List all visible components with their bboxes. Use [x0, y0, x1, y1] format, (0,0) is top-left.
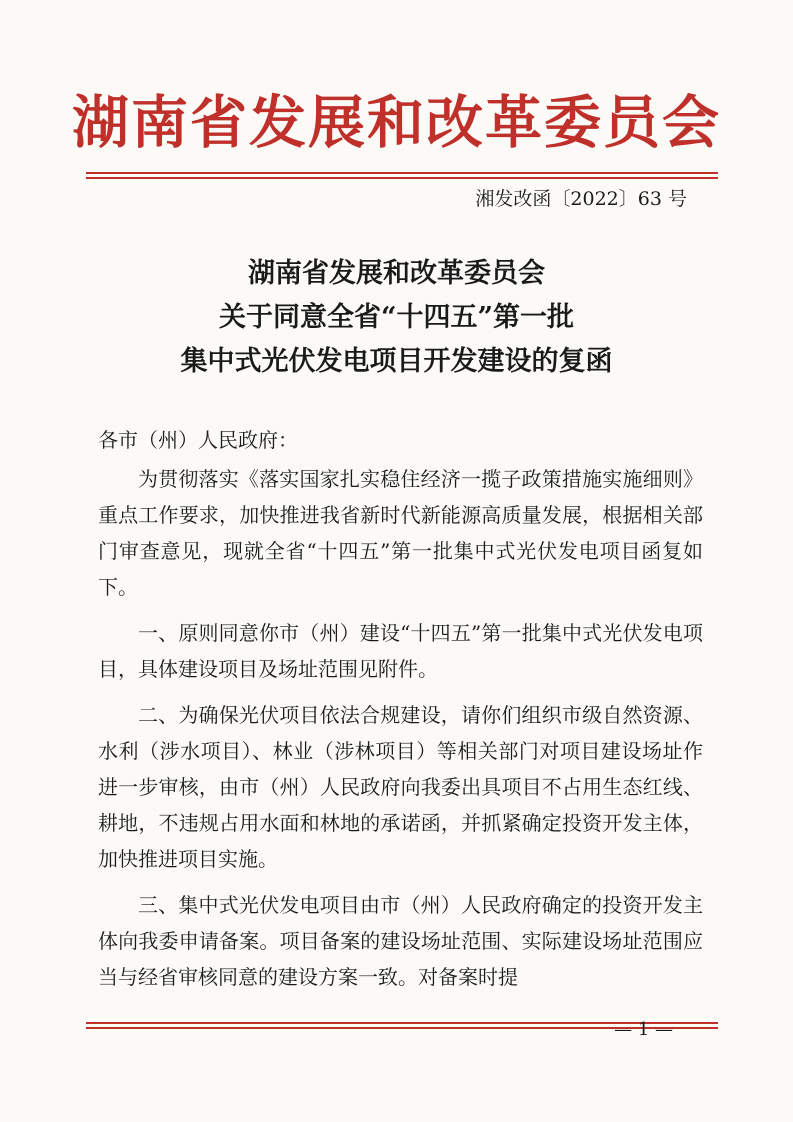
- paragraph-intro: 为贯彻落实《落实国家扎实稳住经济一揽子政策措施实施细则》重点工作要求，加快推进我省新时代新能源高质量发展，根据相关部门审查意见，现就全省“十四五”第一批集中式光伏发电项目函复如下。: [98, 467, 703, 599]
- title-line-2: 关于同意全省“十四五”第一批: [218, 302, 575, 333]
- title-line-3: 集中式光伏发电项目开发建设的复函: [180, 346, 613, 377]
- paragraph-3: 三、集中式光伏发电项目由市（州）人民政府确定的投资开发主体向我委申请备案。项目备案的建设场址范围、实际建设场址范围应当与经省审核同意的建设方案一致。对备案时提: [98, 893, 703, 989]
- page-number: — 1 —: [614, 1019, 673, 1040]
- paragraph-1: 一、原则同意你市（州）建设“十四五”第一批集中式光伏发电项目，具体建设项目及场址范围见附件。: [98, 621, 703, 681]
- header-red-rule: [86, 172, 718, 174]
- letterhead-title: 湖南省发展和改革委员会: [72, 89, 721, 156]
- document-title: [0, 252, 793, 384]
- header-red-rule-thin: [86, 177, 718, 179]
- salutation: 各市（州）人民政府：: [98, 428, 298, 452]
- paragraph-2: 二、为确保光伏项目依法合规建设，请你们组织市级自然资源、水利（涉水项目）、林业（涉林项目）等相关部门对项目建设场址作进一步审核，由市（州）人民政府向我委出具项目不占用生态红线、耕地，不违规占用水面和林地的承诺函，并抓紧确定投资开发主体，加快推进项目实施。: [98, 703, 703, 871]
- document-body: [98, 461, 703, 1005]
- document-number: 湘发改函〔2022〕63 号: [475, 188, 687, 210]
- title-line-1: 湖南省发展和改革委员会: [248, 258, 545, 289]
